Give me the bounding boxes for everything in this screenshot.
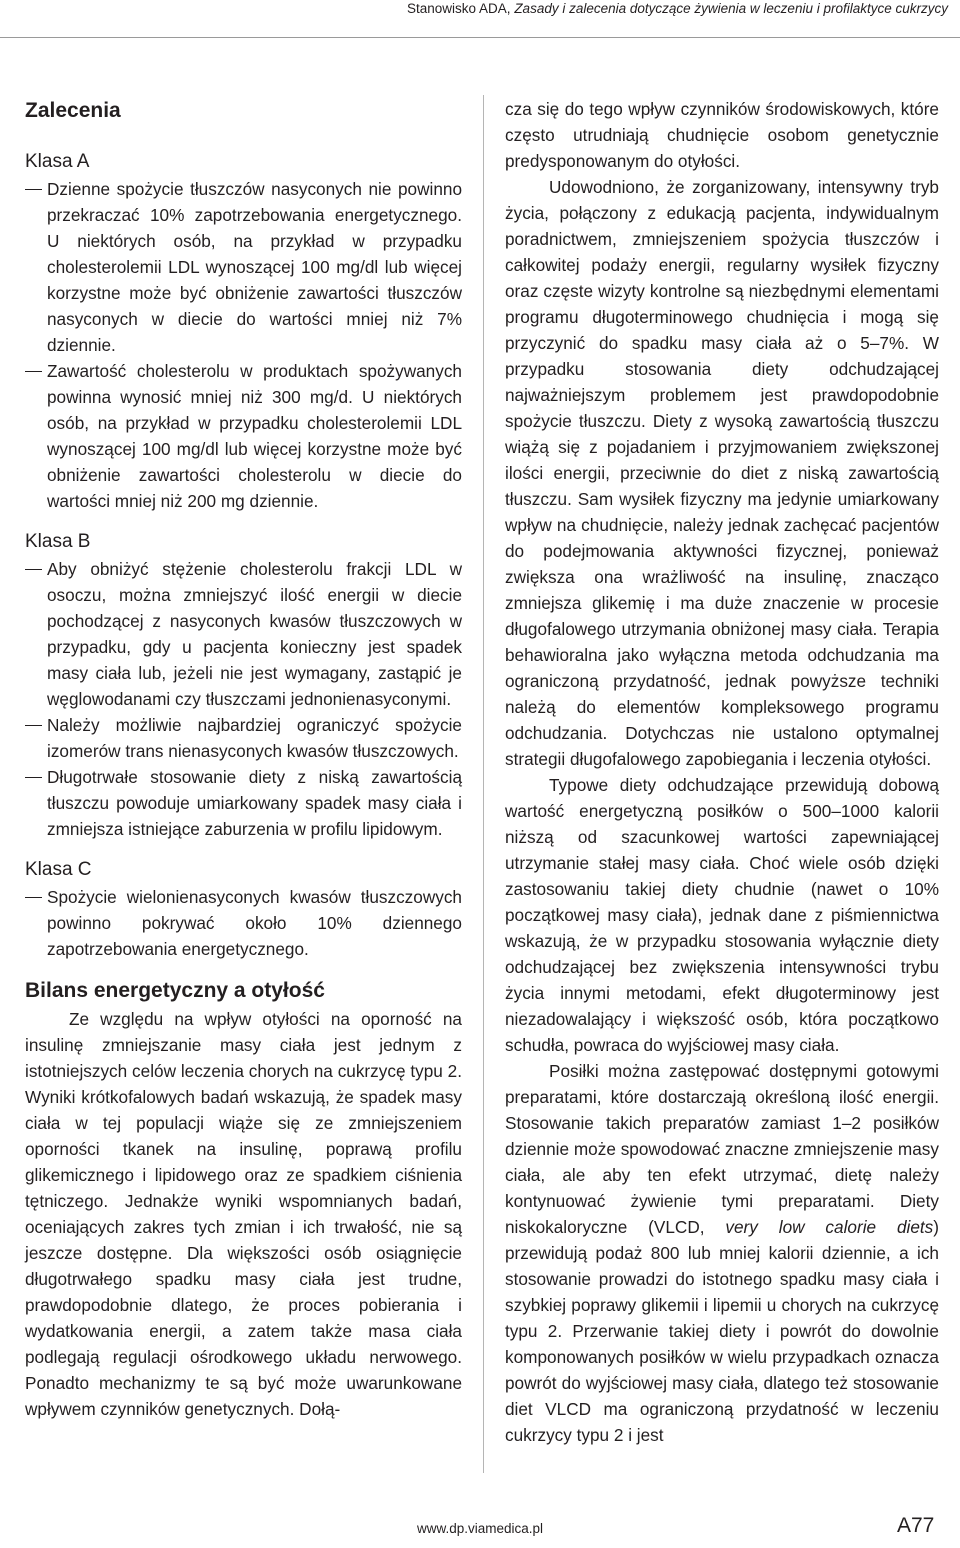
left-column [25, 96, 462, 1422]
column-divider [483, 95, 484, 1473]
footer-url: www.dp.viamedica.pl [417, 1521, 544, 1536]
running-header [0, 0, 948, 18]
right-paragraph-1: cza się do tego wpływ czynników środowiskowych, które często utrudniają chudnięcie osobom genetycznie predysponowanym do otyłości. [505, 99, 939, 171]
running-header-prefix: Stanowisko ADA, [407, 1, 515, 16]
class-c-item: Spożycie wielonienasyconych kwasów tłuszczowych powinno pokrywać około 10% dziennego zapotrzebowania energetycznego. [25, 884, 462, 962]
class-a-item: Dzienne spożycie tłuszczów nasyconych nie powinno przekraczać 10% zapotrzebowania energetycznego. U niektórych osób, na przykład w przypadku cholesterolemii LDL wynoszącej 100 mg/dl lub więcej korzystne może być obniżenie zawartości tłuszczów nasyconych w diecie do wartości mniej niż 7% dziennie. [25, 176, 462, 358]
class-a-item: Zawartość cholesterolu w produktach spożywanych powinna wynosić mniej niż 300 mg/d. U niektórych osób, na przykład w przypadku cholesterolemii LDL wynoszącej 100 mg/dl lub więcej korzystne może być obniżenie zawartości cholesterolu w diecie do wartości mniej niż 200 mg dziennie. [25, 358, 462, 514]
energy-balance-paragraph: Ze względu na wpływ otyłości na oporność na insulinę zmniejszanie masy ciała jest jednym z istotniejszych celów leczenia chorych na cukrzycę typu 2. Wyniki krótkofalowych badań wskazują, że spadek masy ciała w tej populacji wiąże się ze zmniejszeniem oporności tkanek na insulinę, poprawą profilu glikemicznego i lipidowego oraz ze spadkiem ciśnienia tętniczego. Jednakże wyniki wspomnianych badań, oceniających zakres tych zmian i ich trwałość, nie są jeszcze dostępne. Dla większości osób osiągnięcie długotrwałego spadku masy ciała jest trudne, prawdopodobnie dlatego, że proces pobierania i wydatkowania energii, a zatem także masa ciała podlegają regulacji ośrodkowego układu nerwowego. Ponadto mechanizmy te są być może uwarunkowane wpływem czynników genetycznych. Dołą- [25, 1009, 462, 1419]
right-paragraph-4 [505, 1058, 939, 1448]
class-c-heading: Klasa C [25, 859, 92, 880]
running-header-title: Zasady i zalecenia dotyczące żywienia w leczeniu i profilaktyce cukrzycy [514, 1, 948, 16]
class-b-item: Aby obniżyć stężenie cholesterolu frakcji LDL w osoczu, można zmniejszyć ilość energii w diecie pochodzącej z nasyconych kwasów tłuszczowych w przypadku, gdy u pacjenta konieczny jest spadek masy ciała lub, jeżeli nie jest wymagany, zastąpić je węglowodanami czy tłuszczami jednonienasyconymi. [25, 556, 462, 712]
right-paragraph-4-end: ) przewidują podaż 800 lub mniej kalorii dziennie, a ich stosowanie prowadzi do istotnego spadku masy ciała i szybkiej poprawy glikemii i lipemii u chorych na cukrzycę typu 2. Przerwanie takiej diety i powrót do dowolnie komponowanych posiłków w wielu przypadkach oznacza powrót do wyjściowej masy ciała, dlatego też stosowanie diet VLCD ma ograniczoną przydatność w leczeniu cukrzycy typu 2 i jest [505, 1217, 939, 1445]
right-paragraph-3: Typowe diety odchudzające przewidują dobową wartość energetyczną posiłków o 500–1000 kalorii niższą od szacunkowej wartości zapewniającej utrzymanie stałej masy ciała. Choć wiele osób dzięki zastosowaniu takiej diety chudnie (nawet o 10% początkowej masy ciała), jednak dane z piśmiennictwa wskazują, że w przypadku stosowania wyłącznie diety odchudzającej bez zwiększenia intensywności trybu życia innymi metodami, efekt długoterminowy jest niezadowalający i większość osób, która początkowo schudła, powraca do wyjściowej masy ciała. [505, 775, 939, 1055]
class-b-item: Długotrwałe stosowanie diety z niską zawartością tłuszczu powoduje umiarkowany spadek masy ciała i zmniejsza istniejące zaburzenia w profilu lipidowym. [25, 764, 462, 842]
energy-balance-heading: Bilans energetyczny a otyłość [25, 979, 325, 1002]
recommendations-heading: Zalecenia [25, 99, 121, 122]
right-paragraph-2: Udowodniono, że zorganizowany, intensywny tryb życia, połączony z edukacją pacjenta, indywidualnym poradnictwem, zmniejszeniem spożycia tłuszczów i całkowitej podaży energii, regularny wysiłek fizyczny oraz częste wizyty kontrolne są niezbędnymi elementami programu długoterminowego chudnięcia i mogą się przyczynić do spadku masy ciała aż o 5–7%. W przypadku stosowania diety odchudzającej najważniejszym problemem jest prawdopodobnie spożycie tłuszczu. Diety z wysoką zawartością tłuszczu wiążą się z pojadaniem i przyjmowaniem zwiększonej ilości energii, przeciwnie do diet z niską zawartością tłuszczu. Sam wysiłek fizyczny ma jedynie umiarkowany wpływ na chudnięcie, należy jednak zachęcać pacjentów do podejmowania aktywności fizycznej, ponieważ zwiększa ona wrażliwość na insulinę, znacząco zmniejsza glikemię i ma duże znaczenie w procesie długofalowego utrzymania obniżonej masy ciała. Terapia behawioralna jako wyłączna metoda odchudzania ma ograniczoną przydatność, jednak powyższe techniki należą do elementów kompleksowego programu odchudzania. Dotychczas nie ustalono optymalnej strategii długofalowego zapobiegania i leczenia otyłości. [505, 177, 939, 769]
right-paragraph-4-start: Posiłki można zastępować dostępnymi gotowymi preparatami, które dostarczają określoną ilość energii. Stosowanie takich preparatów zamiast 1–2 posiłków dziennie może spowodować znaczne zmniejszenie masy ciała, ale aby ten efekt utrzymać, dietę należy kontynuować żywienie tymi preparatami. Diety niskokaloryczne (VLCD, [505, 1061, 939, 1237]
class-b-item: Należy możliwie najbardziej ograniczyć spożycie izomerów trans nienasyconych kwasów tłuszczowych. [25, 712, 462, 764]
header-rule [0, 37, 960, 38]
page-number: A77 [897, 1514, 935, 1537]
class-a-heading: Klasa A [25, 151, 90, 172]
vlcd-term: very low calorie diets [725, 1217, 934, 1237]
class-b-heading: Klasa B [25, 531, 91, 552]
right-column [505, 96, 939, 1448]
